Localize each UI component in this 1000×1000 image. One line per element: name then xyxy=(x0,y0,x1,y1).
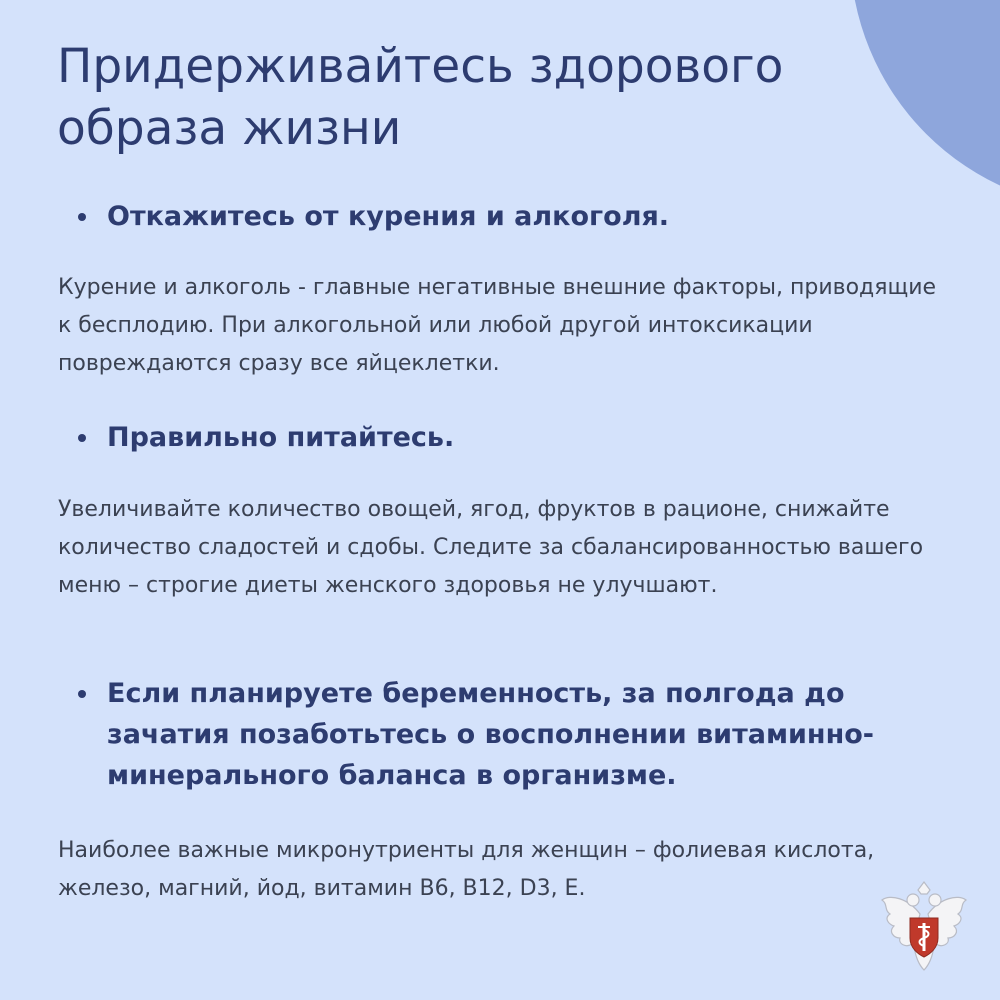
double-headed-eagle-emblem-icon xyxy=(880,880,968,976)
section-heading-nutrition xyxy=(82,417,932,458)
page-title: Придерживайтесь здорового образа жизни xyxy=(57,39,784,156)
section-heading-pregnancy xyxy=(82,673,932,796)
section-text-nutrition: Увеличивайте количество овощей, ягод, фруктов в рационе, снижайте количество сладостей и сдобы. Следите за сбалансированностью вашего меню – строгие диеты женского здоровья не улучшают. xyxy=(58,497,924,598)
section-text-micronutrients: Наиболее важные микронутриенты для женщин – фолиевая кислота, железо, магний, йод, витамин B6, B12, D3, E. xyxy=(58,838,875,901)
section-text-smoking: Курение и алкоголь - главные негативные внешние факторы, приводящие к бесплодию. При алкогольной или любой другой интоксикации повреждаются сразу все яйцеклетки. xyxy=(58,275,937,376)
section-heading-text: Правильно питайтесь. xyxy=(107,422,455,453)
section-heading-text: Откажитесь от курения и алкоголя. xyxy=(107,201,670,232)
section-heading-text: Если планируете беременность, за полгода до зачатия позаботьтесь о восполнении витаминно-минерального баланса в организме. xyxy=(107,678,874,791)
section-heading-smoking xyxy=(82,196,932,237)
